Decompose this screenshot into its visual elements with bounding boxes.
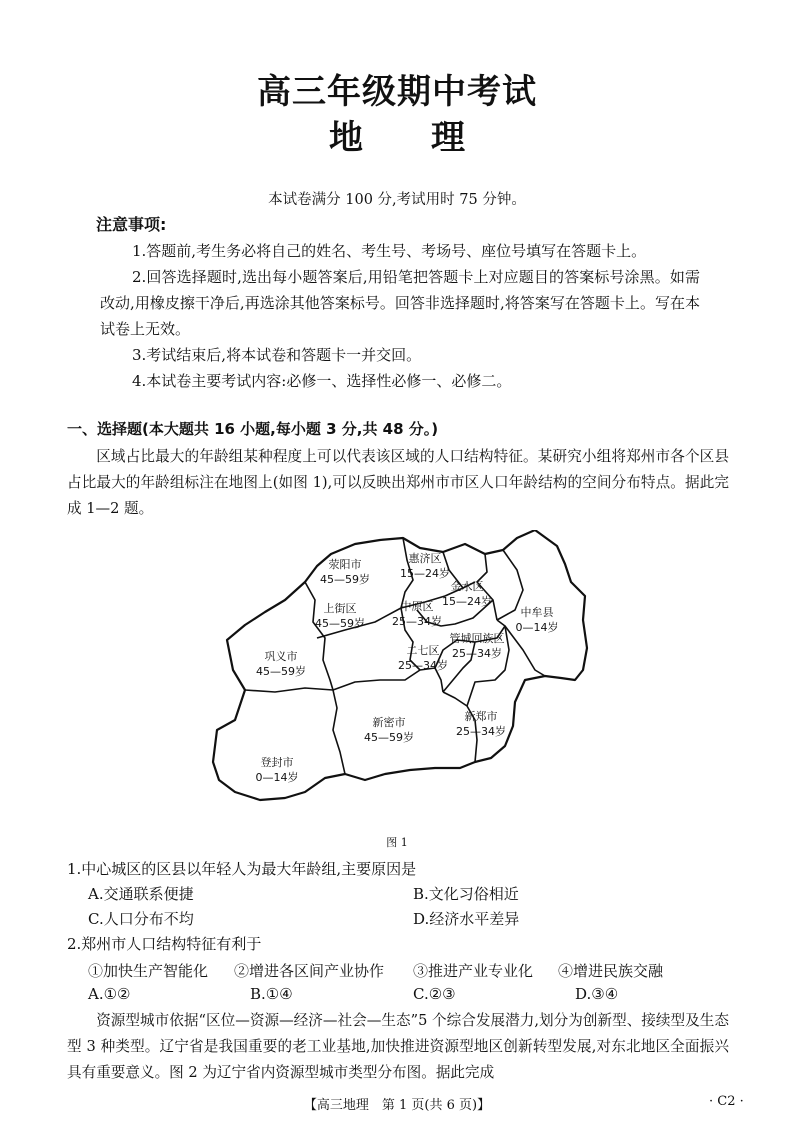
map-region-age: 0—14岁	[515, 621, 559, 634]
notice-heading: 注意事项:	[96, 215, 167, 234]
map-region-name: 金水区	[450, 580, 484, 593]
question-2-option-c: C.②③	[413, 985, 456, 1003]
exam-title: 高三年级期中考试	[257, 72, 537, 112]
zhengzhou-age-map	[205, 530, 595, 830]
map-region-age: 45—59岁	[256, 665, 306, 678]
map-region-name: 巩义市	[264, 650, 298, 663]
passage-1: 区域占比最大的年龄组某种程度上可以代表该区域的人口结构特征。某研究小组将郑州市各个区县占比最大的年龄组标注在地图上(如图 1),可以反映出郑州市市区人口年龄结构的空间分布特点。据此完成 1—2 题。	[67, 448, 729, 517]
map-region-name: 上街区	[323, 602, 357, 615]
map-region-age: 0—14岁	[255, 771, 299, 784]
section-heading: 一、选择题(本大题共 16 小题,每小题 3 分,共 48 分。)	[67, 420, 439, 438]
map-region-name: 二七区	[406, 644, 440, 657]
figure-caption: 图 1	[386, 836, 408, 849]
exam-intro: 本试卷满分 100 分,考试用时 75 分钟。	[268, 192, 526, 208]
map-region-age: 25—34岁	[398, 659, 448, 672]
map-region-name: 荥阳市	[328, 558, 362, 571]
map-region-name: 中原区	[400, 600, 434, 613]
map-region-age: 15—24岁	[442, 595, 492, 608]
map-region-name: 惠济区	[408, 552, 442, 565]
question-2-statement-4: ④增进民族交融	[558, 962, 664, 980]
paper-code: · C2 ·	[709, 1094, 744, 1109]
map-region-age: 45—59岁	[320, 573, 370, 586]
notice-item-4: 4.本试卷主要考试内容:必修一、选择性必修一、必修二。	[132, 372, 512, 390]
question-2-option-a: A.①②	[88, 985, 131, 1003]
notice-item-3: 3.考试结束后,将本试卷和答题卡一并交回。	[132, 346, 422, 364]
map-region-name: 登封市	[260, 756, 294, 769]
map-region-age: 45—59岁	[315, 617, 365, 630]
question-1-option-b: B.文化习俗相近	[413, 885, 519, 903]
map-region-age: 15—24岁	[400, 567, 450, 580]
passage-2: 资源型城市依据“区位—资源—经济—社会—生态”5 个综合发展潜力,划分为创新型、接续型及生态型 3 种类型。辽宁省是我国重要的老工业基地,加快推进资源型地区创新转型发展,对东北地区全面振兴具有重要意义。图 2 为辽宁省内资源型城市类型分布图。据此完成	[67, 1012, 729, 1081]
subject-title: 地 理	[329, 118, 465, 158]
notice-item-2: 2.回答选择题时,选出每小题答案后,用铅笔把答题卡上对应题目的答案标号涂黑。如需改动,用橡皮擦干净后,再选涂其他答案标号。回答非选择题时,将答案写在答题卡上。写在本试卷上无效。	[100, 268, 700, 338]
map-region-age: 25—34岁	[392, 615, 442, 628]
map-region-name: 新郑市	[464, 710, 498, 723]
notice-item-1: 1.答题前,考生务必将自己的姓名、考生号、考场号、座位号填写在答题卡上。	[132, 242, 647, 260]
question-1-stem: 1.中心城区的区县以年轻人为最大年龄组,主要原因是	[67, 860, 417, 878]
map-region-name: 管城回族区	[449, 632, 505, 645]
map-region-age: 25—34岁	[452, 647, 502, 660]
question-1-option-d: D.经济水平差异	[413, 910, 520, 928]
map-region-name: 新密市	[372, 716, 406, 729]
map-region-name: 中牟县	[520, 606, 554, 619]
question-2-statement-1: ①加快生产智能化	[88, 962, 209, 980]
page-footer: 【高三地理 第 1 页(共 6 页)】	[303, 1098, 491, 1113]
question-1-option-c: C.人口分布不均	[88, 910, 194, 928]
question-2-option-b: B.①④	[250, 985, 293, 1003]
question-2-statement-2: ②增进各区间产业协作	[234, 962, 385, 980]
question-2-statement-3: ③推进产业专业化	[413, 962, 534, 980]
question-2-option-d: D.③④	[575, 985, 619, 1003]
map-region-age: 45—59岁	[364, 731, 414, 744]
question-2-stem: 2.郑州市人口结构特征有利于	[67, 935, 262, 953]
question-1-option-a: A.交通联系便捷	[88, 885, 194, 903]
map-region-age: 25—34岁	[456, 725, 506, 738]
